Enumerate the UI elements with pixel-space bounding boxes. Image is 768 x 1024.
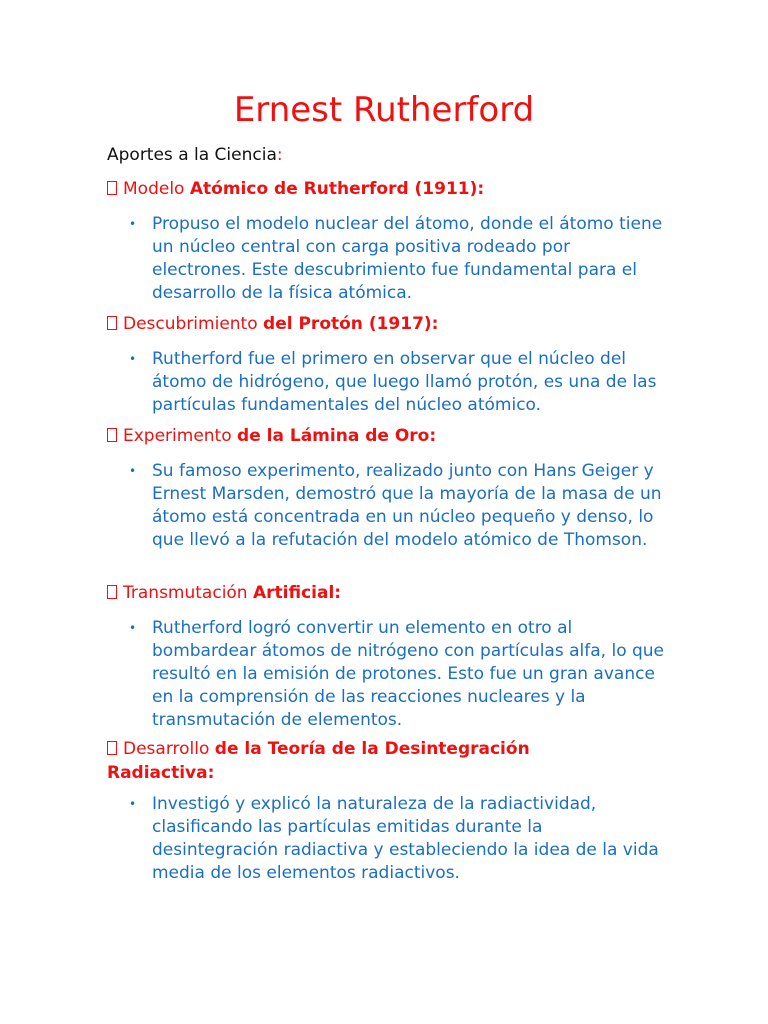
bullet-dot-icon: • xyxy=(129,352,137,366)
list-item xyxy=(107,213,667,305)
bullet-list xyxy=(107,213,667,305)
bullet-dot-icon: • xyxy=(129,217,137,231)
heading-bold-text: de la Teoría de la Desintegración Radiactiva: xyxy=(107,739,530,783)
section-descubrimiento-proton xyxy=(107,312,667,417)
heading-bold-text: del Protón (1917): xyxy=(263,314,439,334)
missing-glyph-box-icon xyxy=(107,585,117,599)
bullet-list xyxy=(107,617,667,732)
section-modelo-atomico xyxy=(107,177,667,305)
heading-normal-text: Desarrollo xyxy=(123,739,210,759)
bullet-text: Su famoso experimento, realizado junto con Hans Geiger y Ernest Marsden, demostró que la mayoría de la masa de un átomo está concentrada en un núcleo pequeño y denso, lo que llevó a la refutación del modelo atómico de Thomson. xyxy=(152,461,662,550)
section-heading xyxy=(107,737,557,785)
bullet-text: Propuso el modelo nuclear del átomo, donde el átomo tiene un núcleo central con carga positiva rodeado por electrones. Este descubrimiento fue fundamental para el desarrollo de la física atómica. xyxy=(152,214,663,303)
bullet-dot-icon: • xyxy=(129,797,137,811)
section-heading xyxy=(107,424,667,448)
missing-glyph-box-icon xyxy=(107,181,117,195)
section-lamina-de-oro xyxy=(107,424,667,552)
bullet-text: Investigó y explicó la naturaleza de la radiactividad, clasificando las partículas emitidas durante la desintegración radiactiva y estableciendo la idea de la vida media de los elementos radiactivos. xyxy=(152,794,659,883)
subtitle-text: Aportes a la Ciencia xyxy=(107,145,277,165)
heading-normal-text: Experimento xyxy=(123,426,232,446)
section-heading xyxy=(107,312,667,336)
list-item xyxy=(107,348,667,417)
section-desintegracion-radiactiva xyxy=(107,737,557,785)
heading-bold-text: Artificial: xyxy=(253,583,342,603)
missing-glyph-box-icon xyxy=(107,741,117,755)
bullet-list xyxy=(107,348,667,417)
section-heading xyxy=(107,581,667,605)
document-subtitle xyxy=(107,143,283,167)
section-transmutacion-artificial xyxy=(107,581,667,732)
bullet-list xyxy=(107,793,667,885)
bullet-text: Rutherford logró convertir un elemento en otro al bombardear átomos de nitrógeno con partículas alfa, lo que resultó en la emisión de protones. Esto fue un gran avance en la comprensión de las reacciones nucleares y la transmutación de elementos. xyxy=(152,618,665,730)
bullet-text: Rutherford fue el primero en observar que el núcleo del átomo de hidrógeno, que luego llamó protón, es una de las partículas fundamentales del núcleo atómico. xyxy=(152,349,657,415)
bullet-list xyxy=(107,460,667,552)
document-title: Ernest Rutherford xyxy=(233,90,535,130)
bullet-dot-icon: • xyxy=(129,621,137,635)
subtitle-colon: : xyxy=(276,145,283,165)
heading-bold-text: de la Lámina de Oro: xyxy=(237,426,437,446)
list-item xyxy=(107,617,667,732)
heading-bold-text: Atómico de Rutherford (1911): xyxy=(189,179,485,199)
list-item xyxy=(107,793,667,885)
heading-normal-text: Modelo xyxy=(123,179,185,199)
section-desintegracion-radiactiva-body xyxy=(107,781,667,885)
missing-glyph-box-icon xyxy=(107,316,117,330)
missing-glyph-box-icon xyxy=(107,428,117,442)
heading-normal-text: Descubrimiento xyxy=(123,314,258,334)
section-heading xyxy=(107,177,667,201)
bullet-dot-icon: • xyxy=(129,464,137,478)
list-item xyxy=(107,460,667,552)
heading-normal-text: Transmutación xyxy=(123,583,248,603)
